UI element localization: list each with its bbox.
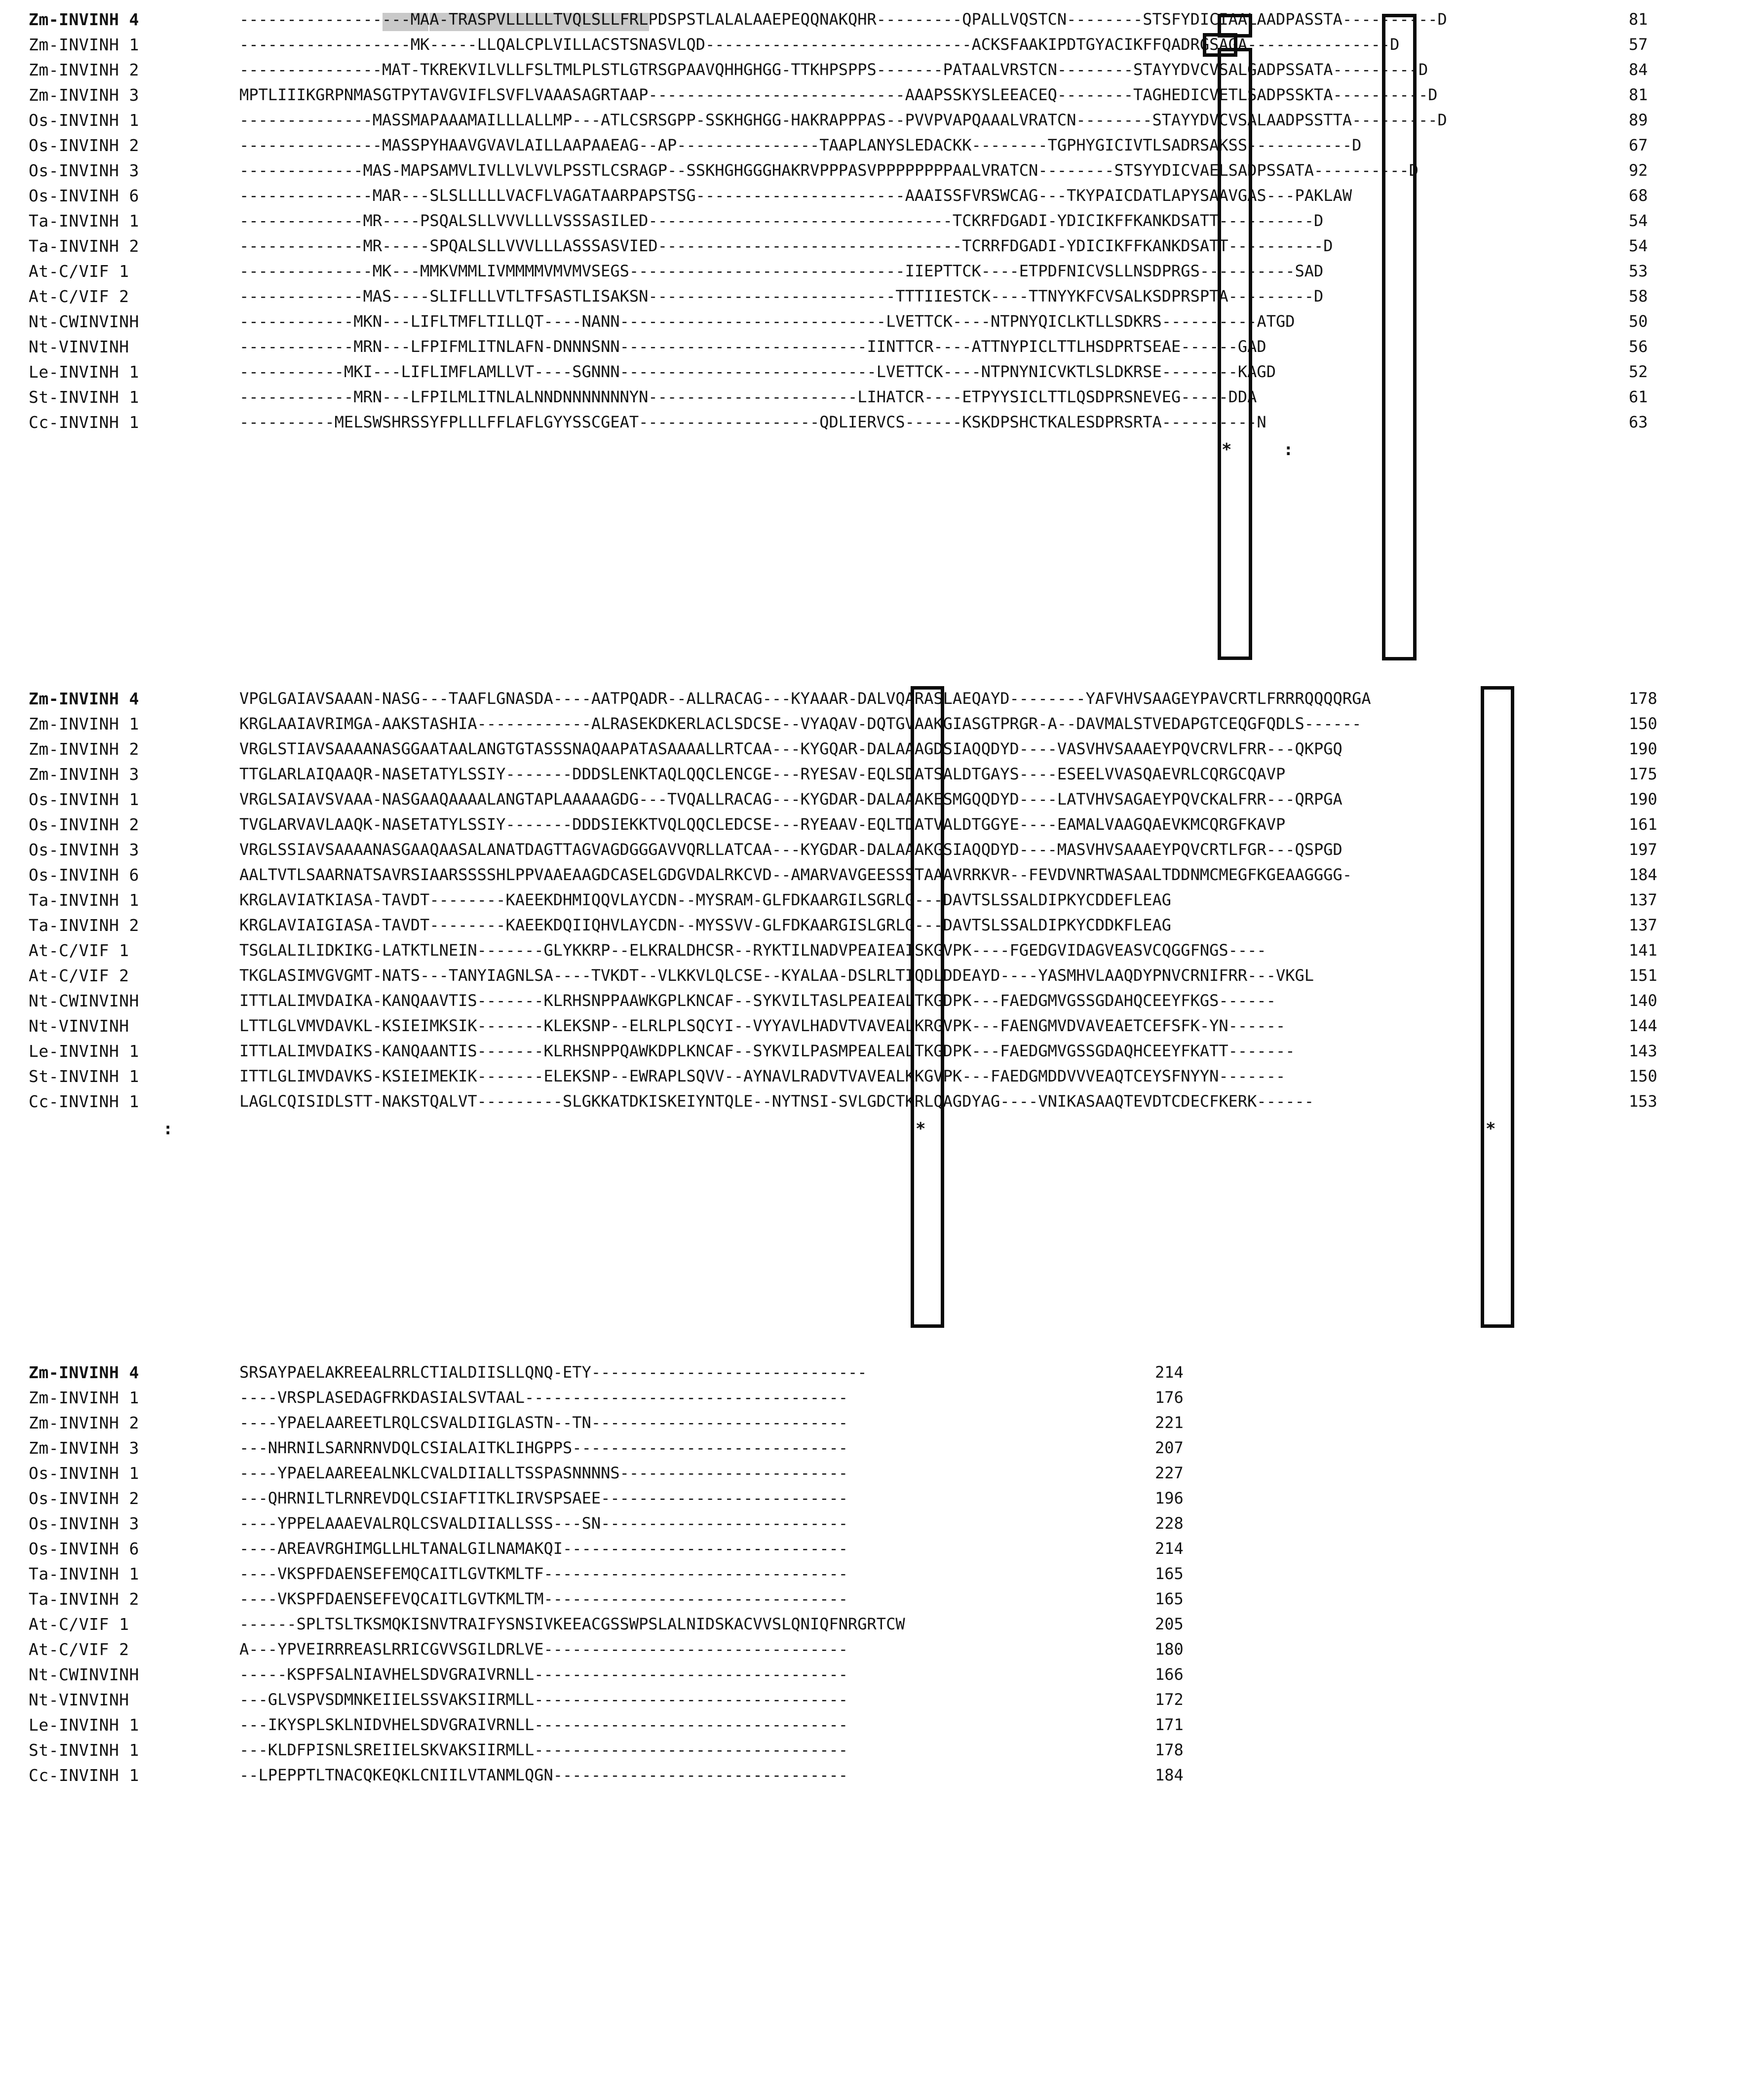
alignment-row bbox=[0, 1410, 1764, 1435]
sequence-label: Zm-INVINH 4 bbox=[29, 1363, 140, 1382]
sequence-residues: ITTLALIMVDAIKA-KANQAAVTIS-------KLRHSNPPAAWKGPLKNCAF--SYKVILTASLPEAIEALTKGDPK---FAEDGMVGSSGDAHQCEEYFKGS------ bbox=[239, 991, 1276, 1010]
sequence-residues: ----------MELSWSHRSSYFPLLLFFLAFLGYYSSCGEAT-------------------QDLIERVCS------KSKDPSHCTKALESDPRSRTA----------N bbox=[239, 413, 1266, 431]
alignment-row bbox=[0, 1435, 1764, 1461]
alignment-row bbox=[0, 259, 1764, 284]
residue-count: 190 bbox=[1629, 739, 1657, 758]
sequence-residues: ---QHRNILTLRNREVDQLCSIAFTITKLIRVSPSAEE-------------------------- bbox=[239, 1489, 848, 1507]
residue-count: 172 bbox=[1155, 1690, 1184, 1709]
alignment-row bbox=[0, 108, 1764, 133]
sequence-residues: --------------MK---MMKVMMLIVMMMMVMVMVSEGS-----------------------------IIEPTTCK----ETPDFNICVSLLNSDPRGS----------SAD bbox=[239, 262, 1324, 280]
sequence-residues: -------------MR-----SPQALSLLVVVLLLASSSASVIED--------------------------------TCRRFDGADI-YDICIKFFKANKDSATT----------D bbox=[239, 236, 1333, 255]
alignment-row bbox=[0, 1511, 1764, 1536]
alignment-row bbox=[0, 57, 1764, 82]
sequence-residues: ----VKSPFDAENSEFEVQCAITLGVTKMLTM-------------------------------- bbox=[239, 1589, 848, 1608]
sequence-residues: ----VKSPFDAENSEFEMQCAITLGVTKMLTF-------------------------------- bbox=[239, 1564, 848, 1583]
residue-count: 184 bbox=[1629, 865, 1657, 884]
alignment-row bbox=[0, 1360, 1764, 1385]
sequence-residues: VRGLSAIAVSVAAA-NASGAAQAAAALANGTAPLAAAAAGDG---TVQALLRACAG---KYGDAR-DALAAAKESMGQQDYD----LATVHVSAGAEYPQVCKALFRR---QRPGA bbox=[239, 790, 1342, 809]
sequence-label: St-INVINH 1 bbox=[29, 387, 140, 407]
residue-count: 165 bbox=[1155, 1589, 1184, 1608]
sequence-residues: ---KLDFPISNLSREIIELSKVAKSIIRMLL--------------------------------- bbox=[239, 1740, 848, 1759]
sequence-label: Os-INVINH 6 bbox=[29, 865, 140, 885]
residue-count: 184 bbox=[1155, 1766, 1184, 1784]
sequence-label: Zm-INVINH 3 bbox=[29, 1438, 140, 1458]
sequence-residues: KRGLAVIATKIASA-TAVDT--------KAEEKDHMIQQVLAYCDN--MYSRAM-GLFDKAARGILSGRLG---DAVTSLSSALDIPKYCDDEFLEAG bbox=[239, 890, 1172, 909]
alignment-row bbox=[0, 1586, 1764, 1612]
conserved-cysteine-box bbox=[1218, 48, 1252, 660]
alignment-row bbox=[0, 1763, 1764, 1788]
residue-count: 63 bbox=[1629, 413, 1648, 431]
sequence-residues: ---GLVSPVSDMNKEIIELSSVAKSIIRMLL--------------------------------- bbox=[239, 1690, 848, 1709]
consensus-symbol: * bbox=[1486, 1119, 1496, 1139]
consensus-symbol: * bbox=[916, 1119, 926, 1139]
consensus-symbol: : bbox=[163, 1119, 173, 1139]
residue-count: 92 bbox=[1629, 161, 1648, 180]
sequence-residues: --------------MASSMAPAAAMAILLLALLMP---ATLCSRSGPP-SSKHGHGG-HAKRAPPPAS--PVVPVAPQAAALVRATCN--------STAYYDVCVSALAADPSSTTA---------D bbox=[239, 111, 1447, 129]
sequence-residues: -----------MKI---LIFLIMFLAMLLVT----SGNNN---------------------------LVETTCK----NTPNYNICVKTLSLDKRSE--------KAGD bbox=[239, 362, 1276, 381]
residue-count: 53 bbox=[1629, 262, 1648, 280]
residue-count: 228 bbox=[1155, 1514, 1184, 1533]
sequence-label: Zm-INVINH 2 bbox=[29, 1413, 140, 1432]
sequence-label: Os-INVINH 1 bbox=[29, 111, 140, 130]
sequence-residues: A---YPVEIRRREASLRRICGVVSGILDRLVE-------------------------------- bbox=[239, 1640, 848, 1659]
sequence-label: Nt-VINVINH bbox=[29, 1690, 129, 1709]
sequence-residues: -------------MAS-MAPSAMVLIVLLVLVVLPSSTLCSRAGP--SSKHGHGGGHAKRVPPPASVPPPPPPPPAALVRATCN--------STSYYDICVAELSADPSSATA----------D bbox=[239, 161, 1419, 180]
sequence-residues: -------------MR----PSQALSLLVVVLLLVSSSASILED--------------------------------TCKRFDGADI-YDICIKFFKANKDSATT----------D bbox=[239, 211, 1324, 230]
sequence-residues: ------------------MK-----LLQALCPLVILLACSTSNASVLQD----------------------------ACKSFAAKIPDTGYACIKFFQADRGSAGA---------------D bbox=[239, 35, 1400, 54]
sequence-residues: ---------------MASSPYHAAVGVAVLAILLAAPAAEAG--AP---------------TAAPLANYSLEDACKK--------TGPHYGICIVTLSADRSAKSS-----------D bbox=[239, 136, 1362, 155]
sequence-label: Zm-INVINH 1 bbox=[29, 35, 140, 54]
sequence-label: Os-INVINH 6 bbox=[29, 1539, 140, 1558]
sequence-label: Os-INVINH 3 bbox=[29, 1514, 140, 1533]
residue-count: 81 bbox=[1629, 10, 1648, 29]
sequence-label: Le-INVINH 1 bbox=[29, 1715, 140, 1735]
sequence-label: Os-INVINH 2 bbox=[29, 1489, 140, 1508]
sequence-residues: ----VRSPLASEDAGFRKDASIALSVTAAL---------------------------------- bbox=[239, 1388, 848, 1407]
alignment-row bbox=[0, 1662, 1764, 1687]
sequence-label: Zm-INVINH 1 bbox=[29, 714, 140, 734]
residue-count: 141 bbox=[1629, 941, 1657, 960]
sequence-label: At-C/VIF 2 bbox=[29, 1640, 129, 1659]
sequence-residues: KRGLAVIAIGIASA-TAVDT--------KAEEKDQIIQHVLAYCDN--MYSSVV-GLFDKAARGISLGRLG---DAVTSLSSALDIPKYCDDKFLEAG bbox=[239, 916, 1172, 934]
alignment-row bbox=[0, 334, 1764, 359]
residue-count: 150 bbox=[1629, 1067, 1657, 1085]
sequence-label: Nt-CWINVINH bbox=[29, 1665, 140, 1684]
residue-count: 196 bbox=[1155, 1489, 1184, 1507]
residue-count: 175 bbox=[1629, 765, 1657, 783]
residue-count: 166 bbox=[1155, 1665, 1184, 1684]
consensus-symbol: * bbox=[1222, 440, 1232, 460]
alignment-row bbox=[0, 309, 1764, 334]
residue-count: 54 bbox=[1629, 211, 1648, 230]
sequence-residues: --------------MAR---SLSLLLLLVACFLVAGATAARPAPSTSG----------------------AAAISSFVRSWCAG---TKYPAICDATLAPYSAAVGAS---PAKLAW bbox=[239, 186, 1352, 205]
residue-count: 89 bbox=[1629, 111, 1648, 129]
sequence-label: Ta-INVINH 2 bbox=[29, 916, 140, 935]
sequence-label: Zm-INVINH 4 bbox=[29, 10, 140, 29]
alignment-row bbox=[0, 1486, 1764, 1511]
sequence-label: Cc-INVINH 1 bbox=[29, 1766, 140, 1785]
residue-count: 214 bbox=[1155, 1539, 1184, 1558]
residue-count: 137 bbox=[1629, 890, 1657, 909]
residue-count: 221 bbox=[1155, 1413, 1184, 1432]
sequence-label: Ta-INVINH 2 bbox=[29, 236, 140, 256]
sequence-residues: ----YPAELAAREEALNKLCVALDIIALLTSSPASNNNNS------------------------ bbox=[239, 1464, 848, 1482]
residue-count: 150 bbox=[1629, 714, 1657, 733]
conserved-cysteine-box bbox=[911, 686, 944, 1328]
sequence-residues: TTGLARLAIQAAQR-NASETATYLSSIY-------DDDSLENKTAQLQQCLENCGE---RYESAV-EQLSDATSALDTGAYS----ESEELVVASQAEVRLCQRGCQAVP bbox=[239, 765, 1286, 783]
residue-count: 214 bbox=[1155, 1363, 1184, 1382]
sequence-residues: LAGLCQISIDLSTT-NAKSTQALVT---------SLGKKATDKISKEIYNTQLE--NYTNSI-SVLGDCTKRLQAGDYAG----VNIKASAAQTEVDTCDECFKERK------ bbox=[239, 1092, 1314, 1111]
sequence-label: Ta-INVINH 1 bbox=[29, 1564, 140, 1584]
alignment-row bbox=[0, 1738, 1764, 1763]
sequence-residues: ------------MRN---LFPIFMLITNLAFN-DNNNSNN--------------------------IINTTCR----ATTNYPICLTTLHSDPRTSEAE------GAD bbox=[239, 337, 1266, 356]
sequence-residues: LTTLGLVMVDAVKL-KSIEIMKSIK-------KLEKSNP--ELRLPLSQCYI--VYYAVLHADVTVAVEALKRGVPK---FAENGMVDVAVEAETCEFSFK-YN------ bbox=[239, 1016, 1286, 1035]
residue-count: 207 bbox=[1155, 1438, 1184, 1457]
sequence-label: Nt-CWINVINH bbox=[29, 991, 140, 1010]
alignment-row bbox=[0, 7, 1764, 32]
sequence-label: Le-INVINH 1 bbox=[29, 362, 140, 382]
alignment-row bbox=[0, 158, 1764, 183]
alignment-row bbox=[0, 1687, 1764, 1712]
alignment-row bbox=[0, 183, 1764, 208]
alignment-row bbox=[0, 1561, 1764, 1586]
sequence-residues: TKGLASIMVGVGMT-NATS---TANYIAGNLSA----TVKDT--VLKKVLQLCSE--KYALAA-DSLRLTIQDLDDEAYD----YASMHVLAAQDYPNVCRNIFRR---VKGL bbox=[239, 966, 1314, 985]
sequence-label: Os-INVINH 1 bbox=[29, 790, 140, 809]
sequence-label: Os-INVINH 6 bbox=[29, 186, 140, 205]
residue-count: 205 bbox=[1155, 1615, 1184, 1633]
sequence-label: Os-INVINH 1 bbox=[29, 1464, 140, 1483]
alignment-row bbox=[0, 410, 1764, 435]
sequence-label: Cc-INVINH 1 bbox=[29, 413, 140, 432]
alignment-row bbox=[0, 359, 1764, 385]
sequence-label: At-C/VIF 2 bbox=[29, 287, 129, 306]
sequence-residues: AALTVTLSAARNATSAVRSIAARSSSSHLPPVAAEAAGDCASELGDGVDALRKCVD--AMARVAVGEESSSTAAAVRRKVR--FEVDVNRTWASAALTDDNMCMEGFKGEAAGGGG- bbox=[239, 865, 1352, 884]
residue-count: 190 bbox=[1629, 790, 1657, 809]
sequence-residues: ------------MRN---LFPILMLITNLALNNDNNNNNNNYN----------------------LIHATCR----ETPYYSICLTTLQSDPRSNEVEG-----DDA bbox=[239, 387, 1257, 406]
sequence-label: Ta-INVINH 2 bbox=[29, 1589, 140, 1609]
sequence-residues: VPGLGAIAVSAAAN-NASG---TAAFLGNASDA----AATPQADR--ALLRACAG---KYAAAR-DALVQARASLAEQAYD--------YAFVHVSAAGEYPAVCRTLFRRRQQQQRGA bbox=[239, 689, 1371, 708]
sequence-residues: SRSAYPAELAKREEALRRLCTIALDIISLLQNQ-ETY----------------------------- bbox=[239, 1363, 867, 1382]
sequence-label: Nt-VINVINH bbox=[29, 1016, 129, 1036]
alignment-row bbox=[0, 1637, 1764, 1662]
sequence-label: Nt-VINVINH bbox=[29, 337, 129, 356]
residue-count: 176 bbox=[1155, 1388, 1184, 1407]
sequence-residues: KRGLAAIAVRIMGA-AAKSTASHIA------------ALRASEKDKERLACLSDCSE--VYAQAV-DQTGVAAKGIASGTPRGR-A--DAVMALSTVEDAPGTCEQGFQDLS------ bbox=[239, 714, 1362, 733]
sequence-label: Os-INVINH 2 bbox=[29, 815, 140, 834]
residue-count: 57 bbox=[1629, 35, 1648, 54]
sequence-residues: VRGLSSIAVSAAAANASGAAQAASALANATDAGTTAGVAGDGGGAVVQRLLATCAA---KYGDAR-DALAAAKGSIAQQDYD----MASVHVSAAAEYPQVCRTLFGR---QSPGD bbox=[239, 840, 1342, 859]
alignment-row bbox=[0, 1385, 1764, 1410]
sequence-label: Zm-INVINH 3 bbox=[29, 765, 140, 784]
residue-count: 61 bbox=[1629, 387, 1648, 406]
sequence-label: Zm-INVINH 1 bbox=[29, 1388, 140, 1407]
residue-count: 137 bbox=[1629, 916, 1657, 934]
consensus-symbol: : bbox=[1283, 440, 1294, 460]
residue-count: 81 bbox=[1629, 85, 1648, 104]
sequence-label: Os-INVINH 2 bbox=[29, 136, 140, 155]
sequence-residues: ----YPPELAAAEVALRQLCSVALDIIALLSSS---SN-------------------------- bbox=[239, 1514, 848, 1533]
residue-count: 54 bbox=[1629, 236, 1648, 255]
sequence-label: Zm-INVINH 2 bbox=[29, 739, 140, 759]
sequence-label: Os-INVINH 3 bbox=[29, 161, 140, 180]
alignment-row bbox=[0, 208, 1764, 233]
sequence-residues: --LPEPPTLTNACQKEQKLCNIILVTANMLQGN------------------------------- bbox=[239, 1766, 848, 1784]
residue-count: 50 bbox=[1629, 312, 1648, 331]
sequence-residues: ITTLGLIMVDAVKS-KSIEIMEKIK-------ELEKSNP--EWRAPLSQVV--AYNAVLRADVTVAVEALKKGVPK---FAEDGMDDVVVEAQTCEYSFNYYN------- bbox=[239, 1067, 1286, 1085]
residue-count: 84 bbox=[1629, 60, 1648, 79]
sequence-residues: ---IKYSPLSKLNIDVHELSDVGRAIVRNLL--------------------------------- bbox=[239, 1715, 848, 1734]
residue-count: 171 bbox=[1155, 1715, 1184, 1734]
sequence-residues: TVGLARVAVLAAQK-NASETATYLSSIY-------DDDSIEKKTVQLQQCLEDCSE---RYEAAV-EQLTDATVALDTGGYE----EAMALVAAGQAEVKMCQRGFKAVP bbox=[239, 815, 1286, 834]
residue-count: 165 bbox=[1155, 1564, 1184, 1583]
sequence-residues: -----KSPFSALNIAVHELSDVGRAIVRNLL--------------------------------- bbox=[239, 1665, 848, 1684]
sequence-residues: ITTLALIMVDAIKS-KANQAANTIS-------KLRHSNPPQAWKDPLKNCAF--SYKVILPASMPEALEALTKGDPK---FAEDGMVGSSGDAQHCEEYFKATT------- bbox=[239, 1042, 1295, 1060]
residue-count: 153 bbox=[1629, 1092, 1657, 1111]
sequence-label: Ta-INVINH 1 bbox=[29, 211, 140, 231]
consensus-symbol-row bbox=[0, 439, 1764, 466]
sequence-label: At-C/VIF 1 bbox=[29, 262, 129, 281]
residue-count: 68 bbox=[1629, 186, 1648, 205]
sequence-label: Nt-CWINVINH bbox=[29, 312, 140, 331]
sequence-label: At-C/VIF 2 bbox=[29, 966, 129, 985]
alignment-row bbox=[0, 1536, 1764, 1561]
sequence-label: Le-INVINH 1 bbox=[29, 1042, 140, 1061]
alignment-row bbox=[0, 1712, 1764, 1738]
sequence-residues: ---------------MAT-TKREKVILVLLFSLTMLPLSTLGTRSGPAAVQHHGHGG-TTKHPSPPS-------PATAALVRSTCN--------STAYYDVCVSALGADPSSATA---------D bbox=[239, 60, 1428, 79]
sequence-label: St-INVINH 1 bbox=[29, 1740, 140, 1760]
sequence-label: Zm-INVINH 2 bbox=[29, 60, 140, 79]
sequence-residues: ------------------MAA-TRASPVLLLLLTVQLSLLFRLPDSPSTLALALAAEPEQQNAKQHR---------QPALLVQSTCN--------STSFYDICIAALAADPASSTA----------D bbox=[239, 10, 1447, 29]
alignment-row bbox=[0, 284, 1764, 309]
residue-count: 58 bbox=[1629, 287, 1648, 306]
sequence-residues: ---NHRNILSARNRNVDQLCSIALAITKLIHGPPS----------------------------- bbox=[239, 1438, 848, 1457]
residue-count: 197 bbox=[1629, 840, 1657, 859]
residue-count: 143 bbox=[1629, 1042, 1657, 1060]
sequence-label: At-C/VIF 1 bbox=[29, 1615, 129, 1634]
sequence-label: Os-INVINH 3 bbox=[29, 840, 140, 859]
residue-count: 67 bbox=[1629, 136, 1648, 155]
sequence-label: Zm-INVINH 4 bbox=[29, 689, 140, 708]
sequence-label: Zm-INVINH 3 bbox=[29, 85, 140, 105]
sequence-residues: VRGLSTIAVSAAAANASGGAATAALANGTGTASSSNAQAAPATASAAAALLRTCAA---KYGQAR-DALAAAGDSIAQQDYD----VASVHVSAAAEYPQVCRVLFRR---QKPGQ bbox=[239, 739, 1342, 758]
residue-count: 151 bbox=[1629, 966, 1657, 985]
residue-count: 56 bbox=[1629, 337, 1648, 356]
residue-count: 144 bbox=[1629, 1016, 1657, 1035]
alignment-row bbox=[0, 385, 1764, 410]
sequence-label: St-INVINH 1 bbox=[29, 1067, 140, 1086]
conserved-cysteine-box bbox=[1382, 14, 1417, 660]
sequence-label: Ta-INVINH 1 bbox=[29, 890, 140, 910]
sequence-residues: TSGLALILIDKIKG-LATKTLNEIN-------GLYKKRP--ELKRALDHCSR--RYKTILNADVPEAIEAISKGVPK----FGEDGVIDAGVEASVCQGGFNGS---- bbox=[239, 941, 1266, 960]
alignment-row bbox=[0, 32, 1764, 57]
conserved-cysteine-box bbox=[1481, 686, 1514, 1328]
alignment-row bbox=[0, 1461, 1764, 1486]
residue-count: 178 bbox=[1629, 689, 1657, 708]
residue-count: 140 bbox=[1629, 991, 1657, 1010]
sequence-residues: ----YPAELAAREETLRQLCSVALDIIGLASTN--TN--------------------------- bbox=[239, 1413, 848, 1432]
alignment-row bbox=[0, 1612, 1764, 1637]
alignment-row bbox=[0, 82, 1764, 108]
alignment-row bbox=[0, 233, 1764, 259]
sequence-label: Cc-INVINH 1 bbox=[29, 1092, 140, 1111]
sequence-residues: MPTLIIIKGRPNMASGTPYTAVGVIFLSVFLVAAASAGRTAAP---------------------------AAAPSSKYSLEEACEQ--------TAGHEDICVETLSADPSSKTA----------D bbox=[239, 85, 1438, 104]
residue-count: 180 bbox=[1155, 1640, 1184, 1659]
sequence-label: At-C/VIF 1 bbox=[29, 941, 129, 960]
sequence-residues: -------------MAS----SLIFLLLVTLTFSASTLISAKSN--------------------------TTTIIESTCK----TTNYYKFCVSALKSDPRSPTA---------D bbox=[239, 287, 1324, 306]
residue-count: 178 bbox=[1155, 1740, 1184, 1759]
sequence-residues: ------SPLTSLTKSMQKISNVTRAIFYSNSIVKEEACGSSWPSLALNIDSKACVVSLQNIQFNRGRTCW bbox=[239, 1615, 905, 1633]
sequence-residues: ------------MKN---LIFLTMFLTILLQT----NANN----------------------------LVETTCK----NTPNYQICLKTLLSDKRS----------ATGD bbox=[239, 312, 1295, 331]
alignment-row bbox=[0, 133, 1764, 158]
residue-count: 52 bbox=[1629, 362, 1648, 381]
sequence-residues: ----AREAVRGHIMGLLHLTANALGILNAMAKQI------------------------------ bbox=[239, 1539, 848, 1558]
residue-count: 161 bbox=[1629, 815, 1657, 834]
residue-count: 227 bbox=[1155, 1464, 1184, 1482]
